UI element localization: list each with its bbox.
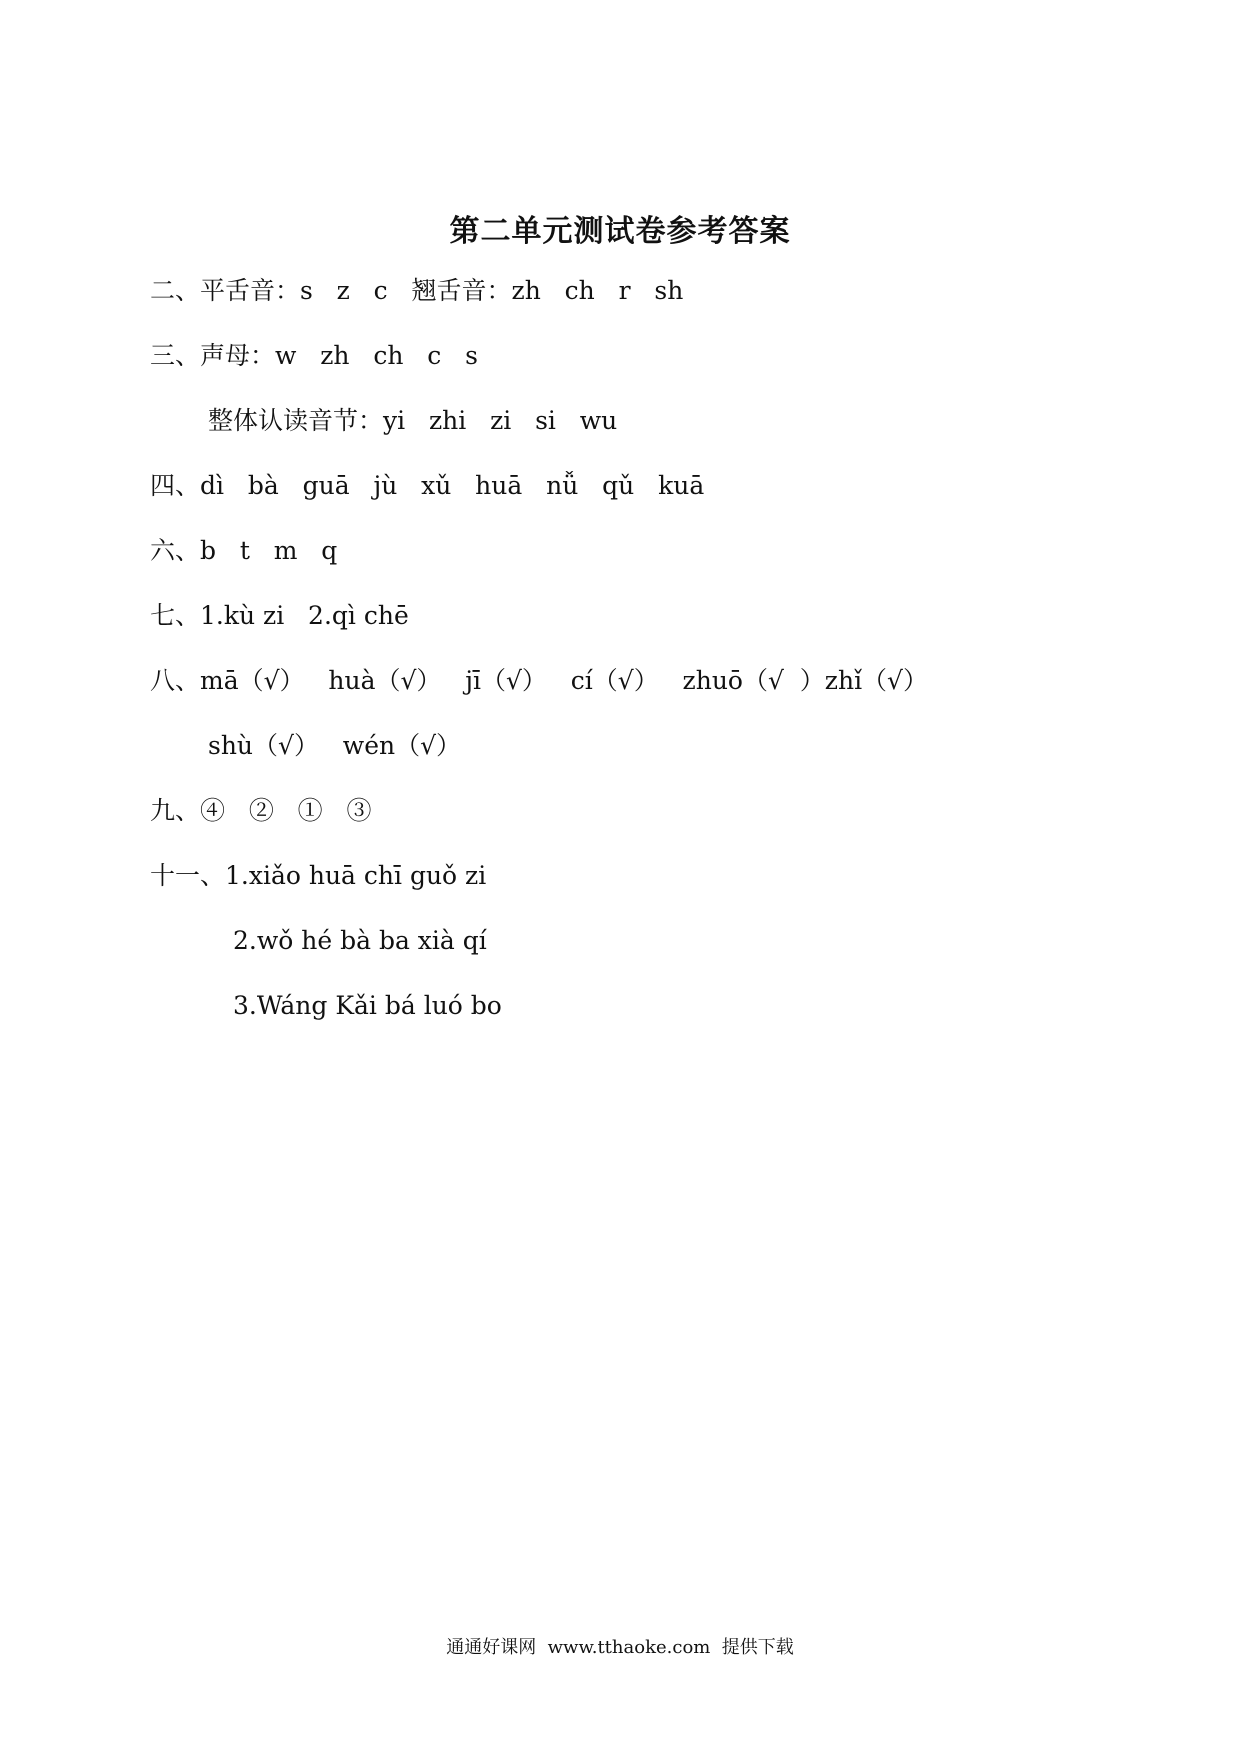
page-title: 第二单元测试卷参考答案 — [449, 214, 791, 249]
answer-q6: 六、b t m q — [150, 536, 338, 565]
answer-q3-initials: 三、声母：w zh ch c s — [150, 341, 478, 370]
answer-q11-1: 十一、1.xiǎo huā chī guǒ zi — [150, 861, 487, 890]
answer-q4: 四、dì bà guā jù xǔ huā nǚ qǔ kuā — [150, 471, 705, 500]
answer-q7: 七、1.kù zi 2.qì chē — [150, 601, 409, 630]
answer-q8-line2: shù（√） wén（√） — [208, 731, 462, 760]
answer-q3-syllables: 整体认读音节：yi zhi zi si wu — [208, 406, 618, 435]
answer-q11-3: 3.Wáng Kǎi bá luó bo — [233, 991, 502, 1020]
answer-q9: 九、④ ② ① ③ — [150, 796, 372, 825]
answer-q11-2: 2.wǒ hé bà ba xià qí — [233, 926, 487, 955]
footer-source: 通通好课网 www.tthaoke.com 提供下载 — [446, 1637, 794, 1658]
answer-q2: 二、平舌音：s z c 翘舌音：zh ch r sh — [150, 276, 684, 305]
answer-q8-line1: 八、mā（√） huà（√） jī（√） cí（√） zhuō（√ ）zhǐ（√） — [150, 666, 928, 695]
